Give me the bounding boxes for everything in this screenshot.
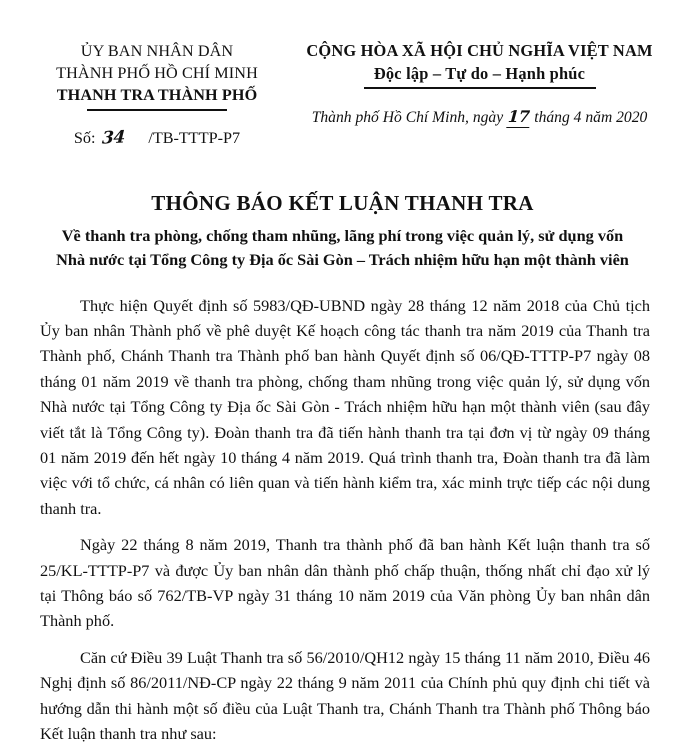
document-number-handwritten: 34 [101,127,125,149]
motto-underline-rule [364,87,596,89]
page-title: THÔNG BÁO KẾT LUẬN THANH TRA [151,190,534,215]
national-heading-block [300,40,685,128]
national-motto: Độc lập – Tự do – Hạnh phúc [373,64,586,83]
place-date-prefix: Thành phố Hồ Chí Minh, ngày [311,108,504,126]
authority-underline-rule [87,109,227,111]
national-title: CỘNG HÒA XÃ HỘI CHỦ NGHĨA VIỆT NAM [306,41,653,60]
authority-line-2: THÀNH PHỐ HỒ CHÍ MINH [56,64,258,82]
document-body [0,293,685,747]
body-paragraph: Căn cứ Điều 39 Luật Thanh tra số 56/2010/QH12 ngày 15 tháng 11 năm 2010, Điều 46 Nghị định số 86/2011/NĐ-CP ngày 22 tháng 9 năm 2011 của Chính phủ quy định chi tiết và hướng dẫn thi hành một số điều của Luật Thanh tra, Chánh Thanh tra Thành phố Thông báo Kết luận thanh tra như sau: [40,647,650,744]
place-date-suffix: tháng 4 năm 2020 [534,108,648,126]
document-number-suffix: /TB-TTTP-P7 [148,128,241,147]
day-handwritten: 17 [507,106,531,126]
authority-line-3: THANH TRA THÀNH PHỐ [56,86,258,104]
body-paragraph: Thực hiện Quyết định số 5983/QĐ-UBND ngày 28 tháng 12 năm 2018 của Chủ tịch Ủy ban nhân Thành phố về phê duyệt Kế hoạch công tác thanh tra năm 2019 của Thanh tra Thành phố, Chánh Thanh tra Thành phố ban hành Quyết định số 06/QĐ-TTTP-P7 ngày 08 tháng 01 năm 2019 về thanh tra phòng, chống tham nhũng trong việc quản lý, sử dụng vốn Nhà nước tại Tổng Công ty Địa ốc Sài Gòn - Trách nhiệm hữu hạn một thành viên (sau đây viết tắt là Tổng Công ty). Đoàn thanh tra đã tiến hành thanh tra tại đơn vị từ ngày 09 tháng 01 năm 2019 đến hết ngày 10 tháng 4 năm 2019. Quá trình thanh tra, Đoàn thanh tra đã làm việc với tổ chức, cá nhân có liên quan và tiến hành kiểm tra, xác minh trực tiếp các nội dung thanh tra. [40,295,650,518]
body-paragraph: Ngày 22 tháng 8 năm 2019, Thanh tra thành phố đã ban hành Kết luận thanh tra số 25/KL-TTTP-P7 và được Ủy ban nhân dân thành phố chấp thuận, thống nhất chỉ đạo xử lý tại Thông báo số 762/TB-VP ngày 31 tháng 10 năm 2019 của Văn phòng Ủy ban nhân dân Thành phố. [40,535,650,631]
document-title-block [0,190,685,271]
authority-line-1: ỦY BAN NHÂN DÂN [80,42,234,60]
issuing-authority-block [0,40,300,148]
document-header [0,0,685,148]
document-subtitle-line-1: Về thanh tra phòng, chống tham nhũng, lãng phí trong việc quản lý, sử dụng vốn [61,225,624,245]
place-and-date-line [300,107,659,128]
document-subtitle-line-2: Nhà nước tại Tổng Công ty Địa ốc Sài Gòn – Trách nhiệm hữu hạn một thành viên [56,249,629,269]
document-number-line [14,128,300,148]
document-number-label: Số: [73,128,96,147]
